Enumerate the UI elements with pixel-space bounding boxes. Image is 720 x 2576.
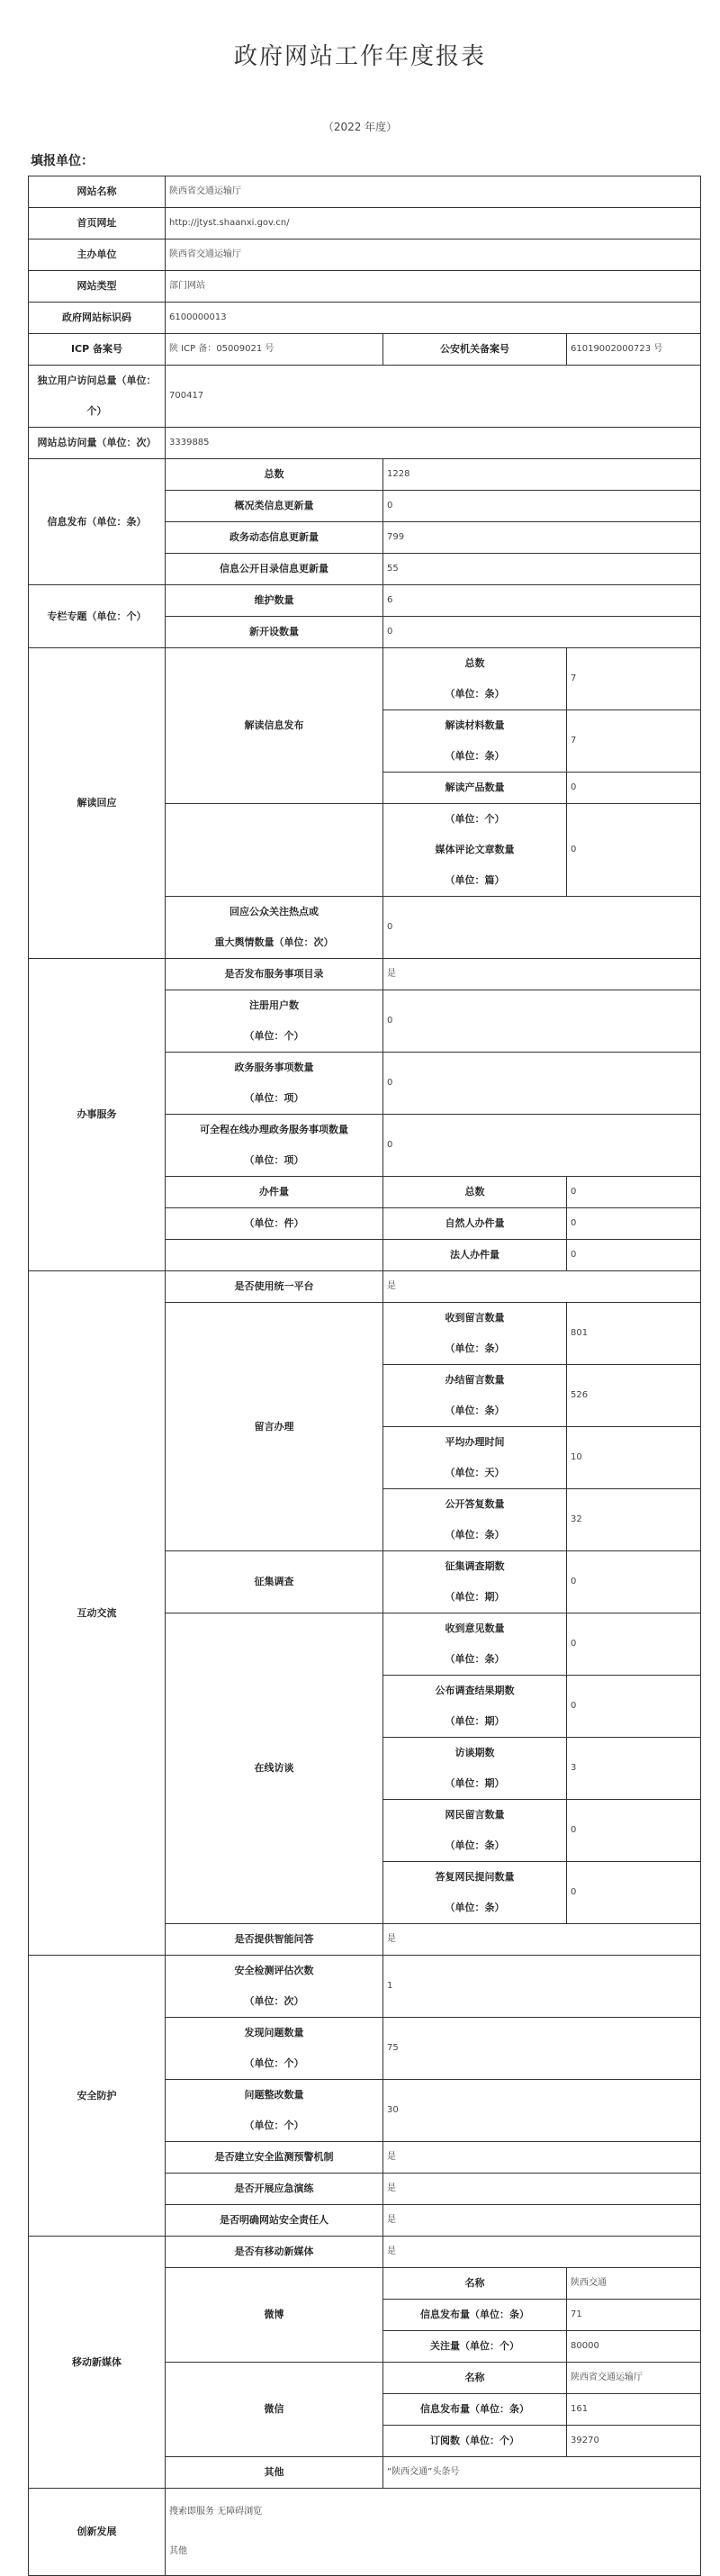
police-value: 61019002000723 号 <box>567 334 701 366</box>
security-drill-label: 是否开展应急演练 <box>166 2174 383 2205</box>
interpret-response-value: 0 <box>383 897 701 959</box>
interact-iv-reply-label-1: 答复网民提问数量 <box>435 1871 515 1883</box>
info-dynamic-label: 政务动态信息更新量 <box>166 522 383 554</box>
info-label: 信息发布（单位：条） <box>29 459 166 585</box>
service-cases-total-label: 总数 <box>383 1177 567 1208</box>
column-new-value: 0 <box>383 617 701 648</box>
service-catalog-value: 是 <box>383 959 701 990</box>
interpret-material-label <box>383 710 567 773</box>
mobile-has-value: 是 <box>383 2237 701 2268</box>
mobile-wechat-name-label: 名称 <box>383 2363 567 2394</box>
security-found-value: 75 <box>383 2018 701 2080</box>
security-fixed-label <box>166 2080 383 2142</box>
info-overview-label: 概况类信息更新量 <box>166 491 383 522</box>
site-name-value: 陕西省交通运输厅 <box>166 176 701 208</box>
service-cases-unit: （单位：件） <box>166 1208 383 1240</box>
security-drill-value: 是 <box>383 2174 701 2205</box>
security-fixed-label-2: （单位：个） <box>244 2120 304 2131</box>
site-type-label: 网站类型 <box>29 271 166 303</box>
interact-smart-value: 是 <box>383 1924 701 1956</box>
mobile-weibo-label: 微博 <box>166 2268 383 2363</box>
interpret-product-label: 解读产品数量 <box>383 773 567 804</box>
interact-iv-reply-value: 0 <box>567 1862 701 1924</box>
filler-label: 填报单位： <box>31 154 94 168</box>
mobile-wechat-subs-value: 39270 <box>567 2426 701 2457</box>
interact-smart-label: 是否提供智能问答 <box>166 1924 383 1956</box>
interact-survey-count-label <box>383 1551 567 1613</box>
sponsor-value: 陕西省交通运输厅 <box>166 240 701 271</box>
interpret-response-label-2: 重大舆情数量（单位：次） <box>214 936 334 948</box>
mobile-other-label: 其他 <box>166 2457 383 2489</box>
interpret-media-label-1: 媒体评论文章数量 <box>435 844 515 855</box>
security-fixed-value: 30 <box>383 2080 701 2142</box>
interpret-media-label <box>383 804 567 897</box>
service-items-label-1: 政务服务事项数量 <box>234 1062 314 1073</box>
service-online-label-1: 可全程在线办理政务服务事项数量 <box>200 1124 348 1135</box>
security-tests-value: 1 <box>383 1956 701 2018</box>
service-cases-total-value: 0 <box>567 1177 701 1208</box>
interact-received-label-1: 收到留言数量 <box>445 1312 505 1324</box>
interact-label: 互动交流 <box>29 1271 166 1956</box>
interpret-product-value: 0 <box>567 773 701 804</box>
pv-value: 3339885 <box>166 428 701 459</box>
interact-iv-count-value: 3 <box>567 1738 701 1800</box>
service-users-label-2: （单位：个） <box>244 1030 304 1042</box>
service-natural-value: 0 <box>567 1208 701 1240</box>
interpret-total-value: 7 <box>567 648 701 710</box>
mobile-weibo-follow-value: 80000 <box>567 2331 701 2363</box>
mobile-other-value: “陕西交通”头条号 <box>383 2457 701 2489</box>
icp-value: 陕 ICP 备：05009021 号 <box>166 334 383 366</box>
interact-received-label <box>383 1303 567 1365</box>
mobile-weibo-name-value: 陕西交通 <box>567 2268 701 2300</box>
interpret-media-label-2: （单位：篇） <box>445 874 505 886</box>
interact-avg-value: 10 <box>567 1427 701 1489</box>
interpret-label: 解读回应 <box>29 648 166 959</box>
service-catalog-label: 是否发布服务事项目录 <box>166 959 383 990</box>
interact-opinions-label-2: （单位：条） <box>445 1653 505 1665</box>
info-overview-value: 0 <box>383 491 701 522</box>
home-url-label: 首页网址 <box>29 208 166 240</box>
interact-public-label <box>383 1489 567 1551</box>
interpret-response-label-1: 回应公众关注热点或 <box>230 906 319 917</box>
service-cases-label: 办件量 <box>166 1177 383 1208</box>
sponsor-label: 主办单位 <box>29 240 166 271</box>
interact-avg-label-2: （单位：天） <box>445 1467 505 1478</box>
interact-iv-count-label <box>383 1738 567 1800</box>
service-online-label-2: （单位：项） <box>244 1154 304 1166</box>
mobile-label: 移动新媒体 <box>29 2237 166 2489</box>
service-items-label-2: （单位：项） <box>244 1092 304 1104</box>
column-maintain-value: 6 <box>383 585 701 617</box>
service-cases-empty <box>166 1240 383 1271</box>
column-maintain-label: 维护数量 <box>166 585 383 617</box>
service-users-value: 0 <box>383 990 701 1053</box>
mobile-wechat-posts-value: 161 <box>567 2394 701 2426</box>
mobile-wechat-posts-label: 信息发布量（单位：条） <box>383 2394 567 2426</box>
security-owner-value: 是 <box>383 2205 701 2237</box>
interact-platform-label: 是否使用统一平台 <box>166 1271 383 1303</box>
interact-results-value: 0 <box>567 1676 701 1738</box>
service-legal-label: 法人办件量 <box>383 1240 567 1271</box>
security-monitor-label: 是否建立安全监测预警机制 <box>166 2142 383 2174</box>
interpret-material-label-2: （单位：条） <box>445 750 505 762</box>
interact-results-label-2: （单位：期） <box>445 1715 505 1727</box>
interpret-response-label <box>166 897 383 959</box>
security-tests-label-1: 安全检测评估次数 <box>234 1965 314 1976</box>
interpret-total-label-1: 总数 <box>464 657 485 669</box>
security-found-label <box>166 2018 383 2080</box>
service-users-label-1: 注册用户数 <box>249 999 299 1011</box>
report-year: （2022 年度） <box>322 121 398 133</box>
service-label: 办事服务 <box>29 959 166 1271</box>
pv-label: 网站总访问量（单位：次） <box>29 428 166 459</box>
interact-survey-count-value: 0 <box>567 1551 701 1613</box>
mobile-has-label: 是否有移动新媒体 <box>166 2237 383 2268</box>
security-fixed-label-1: 问题整改数量 <box>244 2089 304 2101</box>
interact-received-value: 801 <box>567 1303 701 1365</box>
interact-iv-reply-label <box>383 1862 567 1924</box>
interact-public-label-2: （单位：条） <box>445 1529 505 1541</box>
innovation-value-2: 其他 <box>169 2546 187 2556</box>
mobile-wechat-name-value: 陕西省交通运输厅 <box>567 2363 701 2394</box>
interact-iv-msg-value: 0 <box>567 1800 701 1862</box>
interact-handled-label-2: （单位：条） <box>445 1405 505 1416</box>
interact-iv-msg-label <box>383 1800 567 1862</box>
interpret-sub-label: 解读信息发布 <box>166 648 383 804</box>
security-found-label-2: （单位：个） <box>244 2057 304 2069</box>
uv-value: 700417 <box>166 366 701 428</box>
interpret-unit-ge: （单位：个） <box>445 813 505 825</box>
interpret-material-value: 7 <box>567 710 701 773</box>
interact-iv-msg-label-2: （单位：条） <box>445 1839 505 1851</box>
info-total-label: 总数 <box>166 459 383 491</box>
uv-label: 独立用户访问总量（单位：个） <box>29 366 166 428</box>
interact-public-label-1: 公开答复数量 <box>445 1498 505 1510</box>
interpret-material-label-1: 解读材料数量 <box>445 719 505 731</box>
police-label: 公安机关备案号 <box>383 334 567 366</box>
interpret-total-label <box>383 648 567 710</box>
interact-received-label-2: （单位：条） <box>445 1342 505 1354</box>
interact-iv-msg-label-1: 网民留言数量 <box>445 1809 505 1821</box>
info-catalog-value: 55 <box>383 554 701 585</box>
interact-iv-count-label-1: 访谈期数 <box>454 1747 495 1758</box>
site-code-label: 政府网站标识码 <box>29 303 166 334</box>
interpret-media-value: 0 <box>567 804 701 897</box>
interact-avg-label-1: 平均办理时间 <box>445 1436 505 1448</box>
interact-opinions-label-1: 收到意见数量 <box>445 1622 505 1634</box>
info-catalog-label: 信息公开目录信息更新量 <box>166 554 383 585</box>
page-title: 政府网站工作年度报表 <box>233 43 486 70</box>
icp-label: ICP 备案号 <box>29 334 166 366</box>
site-code-value: 6100000013 <box>166 303 701 334</box>
interact-opinions-label <box>383 1613 567 1676</box>
security-owner-label: 是否明确网站安全责任人 <box>166 2205 383 2237</box>
column-new-label: 新开设数量 <box>166 617 383 648</box>
mobile-weibo-follow-label: 关注量（单位：个） <box>383 2331 567 2363</box>
service-online-value: 0 <box>383 1115 701 1177</box>
interact-interview-label: 在线访谈 <box>166 1613 383 1924</box>
service-users-label <box>166 990 383 1053</box>
innovation-value <box>166 2489 701 2576</box>
interact-survey-count-label-1: 征集调查期数 <box>445 1560 505 1572</box>
mobile-weibo-posts-value: 71 <box>567 2300 701 2331</box>
report-table <box>28 176 701 2576</box>
interact-results-label-1: 公布调查结果期数 <box>435 1685 515 1696</box>
interact-iv-count-label-2: （单位：期） <box>445 1777 505 1789</box>
site-type-value: 部门网站 <box>166 271 701 303</box>
column-label: 专栏专题（单位：个） <box>29 585 166 648</box>
mobile-weibo-name-label: 名称 <box>383 2268 567 2300</box>
service-legal-value: 0 <box>567 1240 701 1271</box>
interact-public-value: 32 <box>567 1489 701 1551</box>
mobile-wechat-subs-label: 订阅数（单位：个） <box>383 2426 567 2457</box>
innovation-value-1: 搜索即服务 无障碍浏览 <box>169 2507 263 2517</box>
service-online-label <box>166 1115 383 1177</box>
service-items-value: 0 <box>383 1053 701 1115</box>
interact-opinions-value: 0 <box>567 1613 701 1676</box>
mobile-weibo-posts-label: 信息发布量（单位：条） <box>383 2300 567 2331</box>
interact-survey-count-label-2: （单位：期） <box>445 1591 505 1603</box>
site-name-label: 网站名称 <box>29 176 166 208</box>
security-tests-label <box>166 1956 383 2018</box>
interpret-total-label-2: （单位：条） <box>445 688 505 700</box>
interact-platform-value: 是 <box>383 1271 701 1303</box>
info-total-value: 1228 <box>383 459 701 491</box>
security-found-label-1: 发现问题数量 <box>244 2027 304 2038</box>
mobile-wechat-label: 微信 <box>166 2363 383 2457</box>
security-label: 安全防护 <box>29 1956 166 2237</box>
interact-survey-label: 征集调查 <box>166 1551 383 1613</box>
interact-iv-reply-label-2: （单位：条） <box>445 1902 505 1913</box>
security-tests-label-2: （单位：次） <box>244 1995 304 2007</box>
innovation-label: 创新发展 <box>29 2489 166 2576</box>
interact-avg-label <box>383 1427 567 1489</box>
security-monitor-value: 是 <box>383 2142 701 2174</box>
interpret-empty-cell <box>166 804 383 897</box>
home-url-value[interactable]: http://jtyst.shaanxi.gov.cn/ <box>166 208 701 240</box>
service-items-label <box>166 1053 383 1115</box>
info-dynamic-value: 799 <box>383 522 701 554</box>
interact-handled-value: 526 <box>567 1365 701 1427</box>
interact-msg-label: 留言办理 <box>166 1303 383 1551</box>
interact-results-label <box>383 1676 567 1738</box>
interact-handled-label <box>383 1365 567 1427</box>
service-natural-label: 自然人办件量 <box>383 1208 567 1240</box>
interact-handled-label-1: 办结留言数量 <box>445 1374 505 1386</box>
